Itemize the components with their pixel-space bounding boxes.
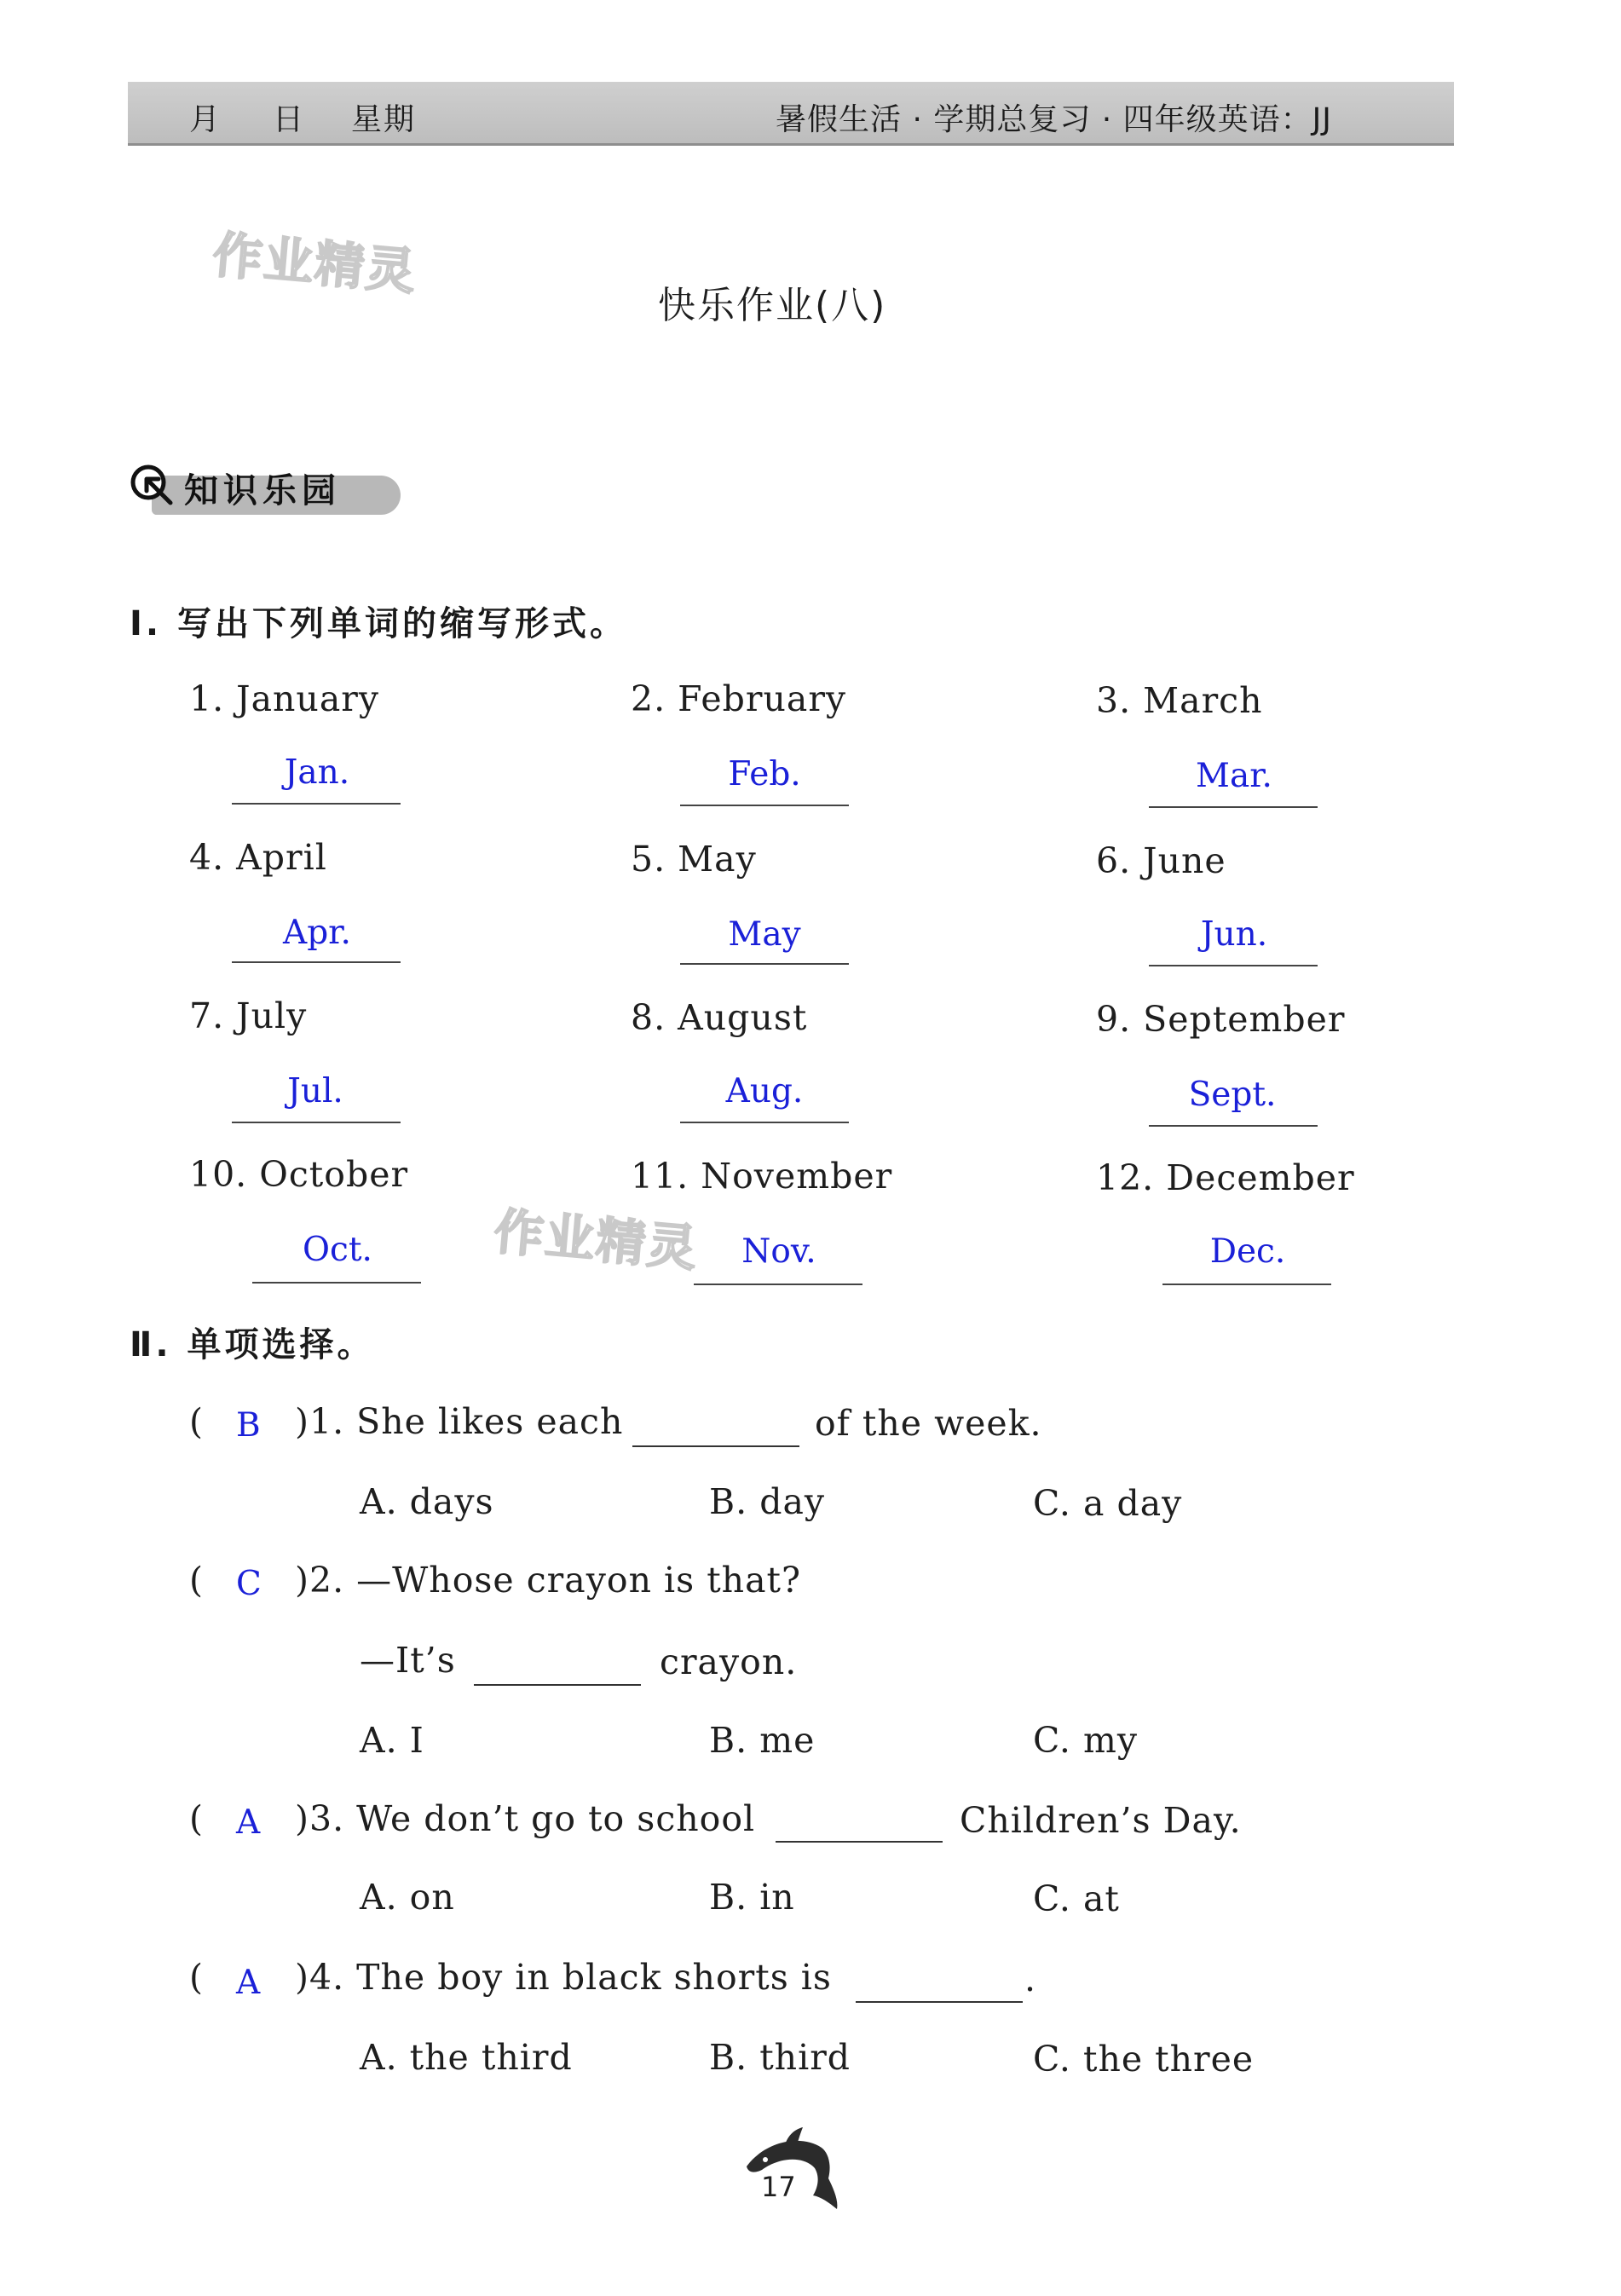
blank-line [632, 1445, 799, 1447]
abbreviation-answer: Jul. [287, 1072, 343, 1111]
abbreviation-answer: Sept. [1188, 1076, 1277, 1114]
watermark: 作业精灵 [492, 1202, 701, 1278]
answer-paren-open: ( [189, 1798, 204, 1839]
question-stem: Children’s Day. [960, 1800, 1242, 1841]
blank-line [856, 2001, 1023, 2003]
abbreviation-answer: Dec. [1209, 1232, 1286, 1271]
question-stem: )3. We don’t go to school [295, 1798, 756, 1839]
page-number: 17 [761, 2171, 796, 2203]
answer-line [694, 1284, 862, 1285]
word-item: 5. May [631, 839, 757, 880]
abbreviation-answer: May [728, 915, 801, 954]
header-book-title: 暑假生活 · 学期总复习 · 四年级英语：JJ [776, 102, 1332, 137]
option: A. on [360, 1877, 455, 1918]
abbreviation-answer: Mar. [1196, 757, 1272, 795]
answer-line [1149, 1125, 1318, 1127]
question-stem: . [1024, 1959, 1037, 1999]
abbreviation-answer: Nov. [741, 1232, 816, 1271]
header-month: 月 [189, 102, 222, 137]
magnifier-arrow-icon [128, 460, 179, 511]
answer-line [680, 963, 849, 965]
option: C. a day [1033, 1483, 1183, 1524]
abbreviation-answer: Jan. [284, 753, 350, 792]
abbreviation-answer: Aug. [725, 1072, 804, 1111]
section-badge-label: 知识乐园 [184, 471, 341, 511]
word-item: 3. March [1096, 680, 1263, 721]
abbreviation-answer: Feb. [728, 755, 801, 793]
option: C. my [1033, 1720, 1139, 1761]
choice-answer: B [236, 1406, 261, 1445]
option: C. the three [1033, 2039, 1255, 2080]
abbreviation-answer: Apr. [283, 914, 351, 952]
word-item: 1. January [189, 678, 380, 719]
blank-line [474, 1684, 641, 1686]
answer-line [232, 1122, 401, 1123]
option: A. the third [360, 2037, 573, 2078]
option: B. third [709, 2037, 851, 2078]
word-item: 4. April [189, 837, 327, 878]
watermark: 作业精灵 [211, 225, 420, 302]
question-stem: —It’s [360, 1640, 456, 1681]
option: A. days [360, 1481, 494, 1522]
word-item: 10. October [189, 1154, 409, 1195]
word-item: 7. July [189, 995, 308, 1036]
option: B. day [709, 1481, 826, 1522]
question-stem: of the week. [815, 1403, 1042, 1444]
question-stem: )2. —Whose crayon is that? [295, 1560, 801, 1601]
header-weekday: 星期 [351, 102, 417, 137]
question-stem: )1. She likes each [295, 1401, 624, 1442]
part2-heading: Ⅱ. 单项选择。 [130, 1325, 375, 1364]
answer-line [1149, 965, 1318, 966]
part1-heading: Ⅰ. 写出下列单词的缩写形式。 [130, 604, 628, 643]
abbreviation-answer: Oct. [303, 1231, 372, 1269]
word-item: 8. August [631, 997, 808, 1038]
answer-line [680, 1122, 849, 1123]
choice-answer: A [236, 1803, 261, 1842]
answer-line [232, 803, 401, 805]
choice-answer: C [236, 1565, 262, 1603]
word-item: 9. September [1096, 999, 1346, 1040]
word-item: 12. December [1096, 1157, 1355, 1198]
option: A. I [360, 1720, 424, 1761]
question-stem: crayon. [660, 1641, 798, 1682]
option: C. at [1033, 1878, 1120, 1919]
question-stem: )4. The boy in black shorts is [295, 1957, 832, 1998]
answer-line [680, 805, 849, 806]
answer-line [1162, 1284, 1331, 1285]
blank-line [776, 1841, 943, 1843]
answer-paren-open: ( [189, 1560, 204, 1601]
word-item: 2. February [631, 678, 847, 719]
abbreviation-answer: Jun. [1200, 915, 1268, 954]
section-badge [128, 460, 401, 515]
answer-line [252, 1282, 421, 1284]
answer-line [1149, 806, 1318, 808]
option: B. me [709, 1720, 816, 1761]
word-item: 6. June [1096, 840, 1226, 881]
answer-paren-open: ( [189, 1401, 204, 1442]
word-item: 11. November [631, 1156, 893, 1197]
option: B. in [709, 1877, 795, 1918]
answer-line [232, 961, 401, 963]
header-day: 日 [273, 102, 306, 137]
choice-answer: A [236, 1964, 261, 2002]
page-title: 快乐作业(八) [658, 284, 887, 327]
answer-paren-open: ( [189, 1957, 204, 1998]
